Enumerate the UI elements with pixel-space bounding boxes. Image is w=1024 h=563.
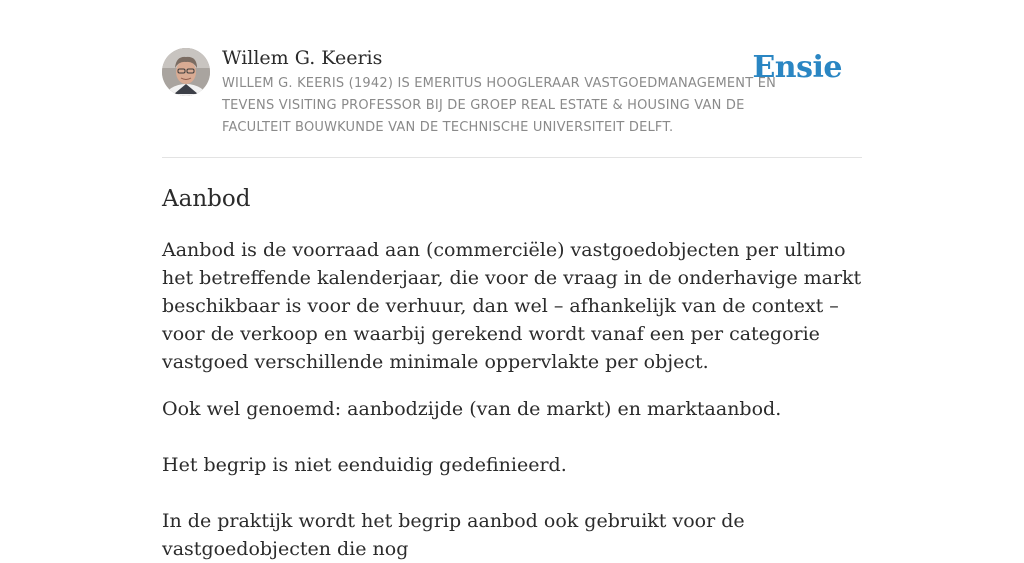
author-avatar[interactable]	[162, 48, 210, 96]
entry-paragraph: In de praktijk wordt het begrip aanbod ook gebruikt voor de vastgoedobjecten die nog	[162, 510, 745, 560]
entry-term: Aanbod	[162, 186, 251, 212]
entry-paragraph: Ook wel genoemd: aanbodzijde (van de markt) en marktaanbod.	[162, 398, 782, 420]
entry-paragraph: Aanbod is de voorraad aan (commerciële) vastgoedobjecten per ultimo het betreffende kalenderjaar, die voor de vraag in de onderhavige markt beschikbaar is voor de verhuur, dan wel – afhankelijk van de context – voor de verkoop en waarbij gerekend wordt vanaf een per categorie vastgoed verschillende minimale oppervlakte per object.	[162, 239, 862, 373]
author-bio: WILLEM G. KEERIS (1942) IS EMERITUS HOOGLERAAR VASTGOEDMANAGEMENT EN TEVENS VISITING PROFESSOR BIJ DE GROEP REAL ESTATE & HOUSING VAN DE FACULTEIT BOUWKUNDE VAN DE TECHNISCHE UNIVERSITEIT DELFT.	[222, 76, 777, 135]
entry-paragraph: Het begrip is niet eenduidig gedefinieerd.	[162, 454, 567, 476]
ensie-logo[interactable]: Ensie	[752, 50, 842, 85]
author-name[interactable]: Willem G. Keeris	[222, 47, 383, 69]
author-block	[162, 44, 862, 158]
article	[162, 44, 862, 563]
person-portrait-icon	[162, 48, 210, 96]
